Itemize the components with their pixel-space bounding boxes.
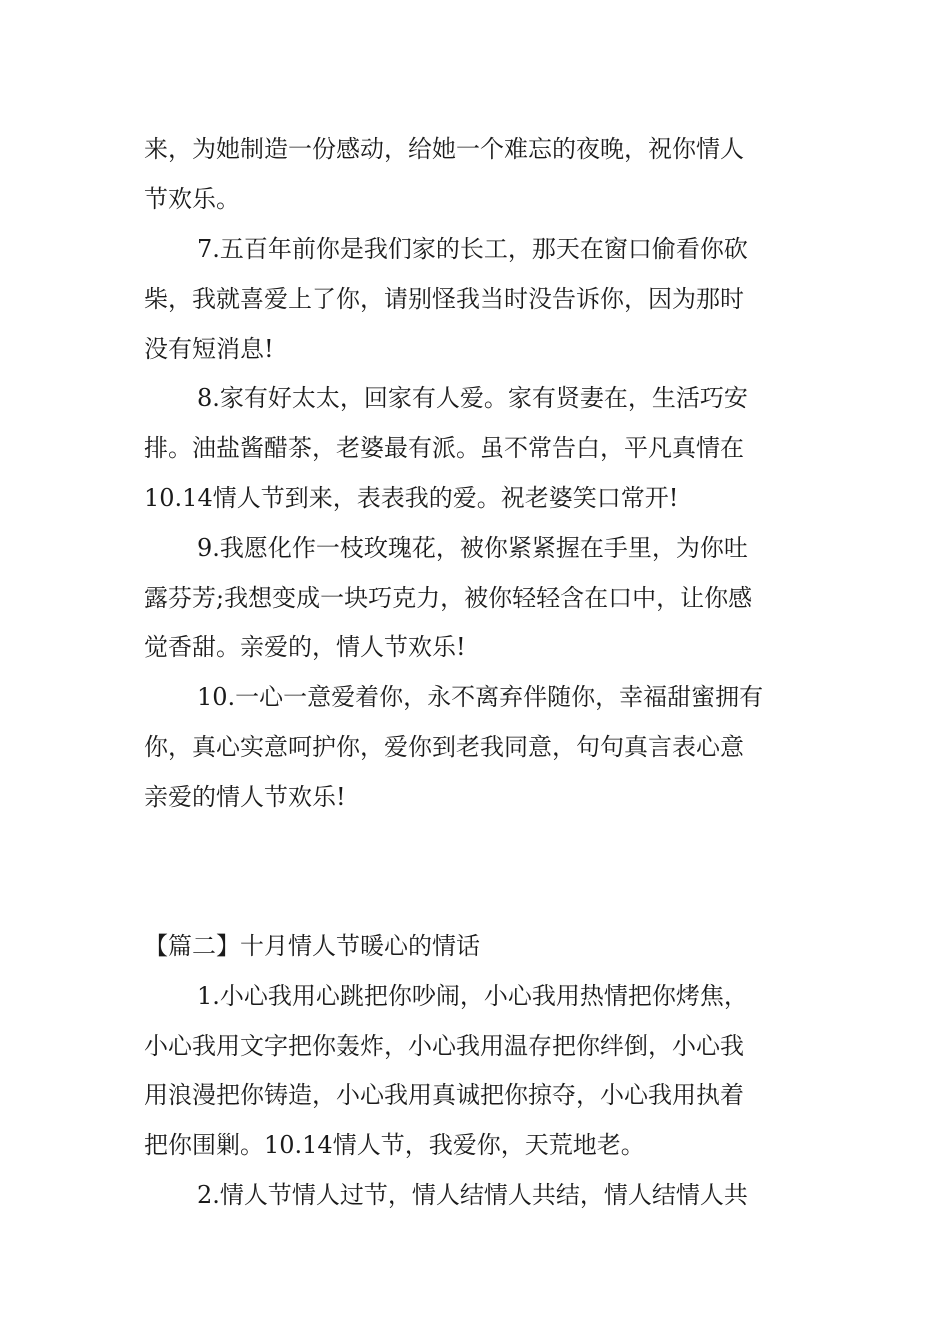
text-line: 亲爱的情人节欢乐!: [144, 783, 346, 811]
text-line: 把你围剿。10.14情人节，我爱你，天荒地老。: [144, 1131, 645, 1159]
text-line: 9.我愿化作一枝玫瑰花，被你紧紧握在手里，为你吐: [197, 534, 748, 562]
text-line: 来，为她制造一份感动，给她一个难忘的夜晚，祝你情人: [144, 135, 744, 163]
text-line: 小心我用文字把你轰炸，小心我用温存把你绊倒，小心我: [144, 1032, 744, 1060]
text-line: 10.一心一意爱着你，永不离弃伴随你，幸福甜蜜拥有: [197, 683, 764, 711]
text-line: 觉香甜。亲爱的，情人节欢乐!: [144, 633, 466, 661]
text-line: 7.五百年前你是我们家的长工，那天在窗口偷看你砍: [197, 235, 748, 263]
text-line: 用浪漫把你铸造，小心我用真诚把你掠夺，小心我用执着: [144, 1081, 744, 1109]
text-line: 排。油盐酱醋茶，老婆最有派。虽不常告白，平凡真情在: [144, 434, 744, 462]
text-line: 节欢乐。: [144, 185, 240, 213]
text-line: 10.14情人节到来，表表我的爱。祝老婆笑口常开!: [144, 484, 679, 512]
section-heading: 【篇二】十月情人节暖心的情话: [144, 932, 480, 960]
text-line: 柴，我就喜爱上了你，请别怪我当时没告诉你，因为那时: [144, 285, 744, 313]
text-line: 2.情人节情人过节，情人结情人共结，情人结情人共: [197, 1181, 748, 1209]
text-line: 露芬芳;我想变成一块巧克力，被你轻轻含在口中，让你感: [144, 584, 753, 612]
text-line: 8.家有好太太，回家有人爱。家有贤妻在，生活巧安: [197, 384, 748, 412]
text-line: 你，真心实意呵护你，爱你到老我同意，句句真言表心意: [144, 733, 744, 761]
text-line: 没有短消息!: [144, 335, 274, 363]
text-line: 1.小心我用心跳把你吵闹，小心我用热情把你烤焦，: [197, 982, 748, 1010]
